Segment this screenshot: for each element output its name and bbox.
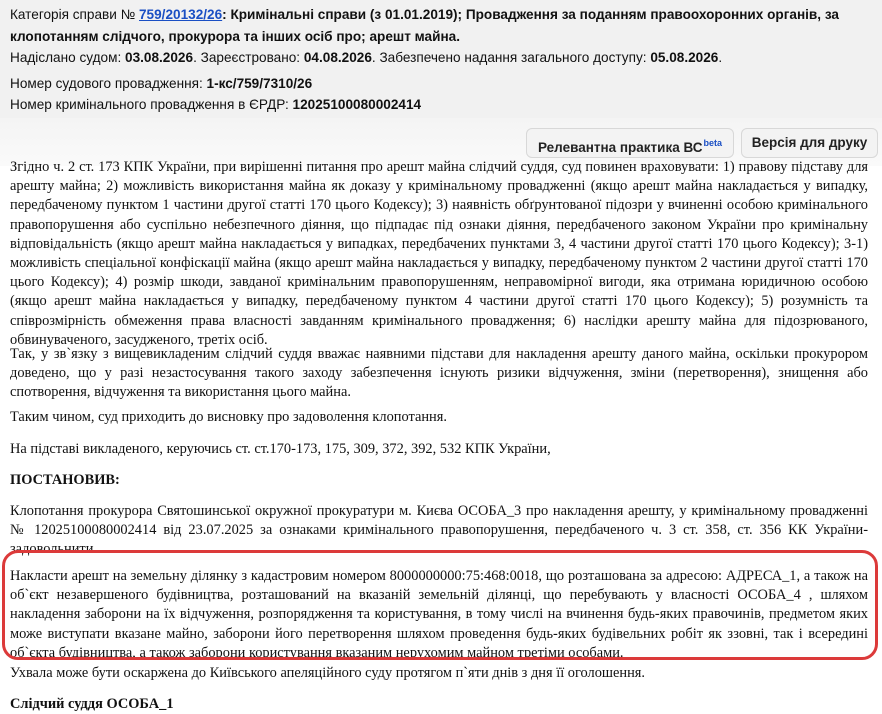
category-text-2: клопотанням слідчого, прокурора та інших осіб про; арешт майна. [10,28,460,44]
paragraph-reasoning: Так, у зв`язку з вищевикладеним слідчий суддя вважає наявними підстави для накладення арешту даного майна, оскільки прокурором доведено, що у разі незастосування такого заходу забезпечення існують ризики відчуження, зміни (перетворення), знищення або спотворення, відчуження та використання цього майна. [10,346,868,401]
case-category-line [10,4,874,26]
category-label: Категорія справи № [10,7,136,22]
paragraph-legal-basis: Згідно ч. 2 ст. 173 КПК України, при вирішенні питання про арешт майна слідчий суддя, суд повинен враховувати: 1) правову підставу для арешту майна; 2) можливість використання майна як доказу у кримінальному провадженні (якщо арешт майна накладається у випадку, передбаченому пунктом 1 частини другої статті 170 цього Кодексу); 3) наявність обґрунтованої підозри у вчиненні особою кримінального правопорушення або суспільно небезпечного діяння, що підпадає під ознаки діяння, передбаченого законом України про кримінальну відповідальність (якщо арешт майна накладається у випадках, передбачених пунктами 3, 4 частини другої статті 170 цього Кодексу); 3-1) можливість спеціальної конфіскації майна (якщо арешт майна накладається у випадку, передбаченому пунктом 2 частини другої статті 170 цього Кодексу); 4) розмір шкоди, завданої кримінальним правопорушенням, неправомірної вигоди, яка отримана юридичною особою (якщо арешт майна накладається у випадку, передбаченому пунктом 4 частини другої статті 170 цього Кодексу); 5) розумність та співрозмірність обмеження права власності завданням кримінального провадження; 6) наслідки арешту майна для підозрюваного, обвинуваченого, засудженого, третіх осіб. [10,159,868,348]
case-info-header [0,0,882,118]
relevant-practice-label: Релевантна практика ВС [538,140,703,155]
paragraph-motion-granted: Клопотання прокурора Святошинської окружної прокуратури м. Києва ОСОБА_3 про накладення арешту, у кримінальному провадженні № 12025100080002414 від 23.07.2025 за ознаками кримінального правопорушення, передбаченого ч. 3 ст. 358, ст. 356 КК України- задовольнити [10,503,868,558]
criminal-proceeding-line [10,94,874,116]
sent-label: Надіслано судом: [10,50,122,65]
case-number-link[interactable]: 759/20132/26 [139,7,223,22]
court-proc-label: Номер судового провадження: [10,75,203,91]
registered-date: 04.08.2026 [303,50,372,65]
access-date: 05.08.2026 [650,50,719,65]
access-label: Забезпечено надання загального доступу: [379,50,647,65]
print-version-button[interactable]: Версія для друку [741,128,878,158]
relevant-practice-button[interactable] [526,128,734,158]
paragraph-arrest-order: Накласти арешт на земельну ділянку з кадастровим номером 8000000000:75:468:0018, що розташована за адресою: АДРЕСА_1, а також на об`єкт незавершеного будівництва, розташований на вказаній земельній ділянці, що перебувають у власності ОСОБА_4 , шляхом накладення заборони на їх відчуження, розпорядження та користування, в тому числі на вчинення будь-яких правочинів, предметом яких може виступати вказане майно, заборони його перетворення шляхом проведення будь-яких будівельних робіт як ззовні, так і всередині об`єкта будівництва, а також заборони користування вказаним нерухомим майном третіми особами. [10,568,868,661]
court-proc-number: 1-кс/759/7310/26 [206,75,313,91]
sent-date: 03.08.2026 [125,50,194,65]
dates-line: Надіслано судом: 03.08.2026. Зареєстровано: 04.08.2026. Забезпечено надання загального доступу: 05.08.2026. [10,50,723,65]
ruling-heading: ПОСТАНОВИВ: [10,472,120,488]
criminal-proc-label: Номер кримінального провадження в ЄРДР: [10,97,289,112]
judge-signature: Слідчий суддя ОСОБА_1 [10,696,174,712]
paragraph-legal-grounds: На підставі викладеного, керуючись ст. ст.170-173, 175, 309, 372, 392, 532 КПК України, [10,441,551,457]
paragraph-appeal-notice: Ухвала може бути оскаржена до Київського апеляційного суду протягом п`яти днів з дня її оголошення. [10,665,646,681]
category-text: : Кримінальні справи (з 01.01.2019); Провадження за поданням правоохоронних органів, за [222,7,839,22]
criminal-proc-number: 12025100080002414 [292,97,422,112]
court-proceeding-line [10,73,874,95]
case-category-line-2 [10,26,874,48]
beta-badge: beta [703,138,722,148]
paragraph-conclusion: Таким чином, суд приходить до висновку про задоволення клопотання. [10,409,447,425]
registered-label: Зареєстровано: [200,50,301,65]
